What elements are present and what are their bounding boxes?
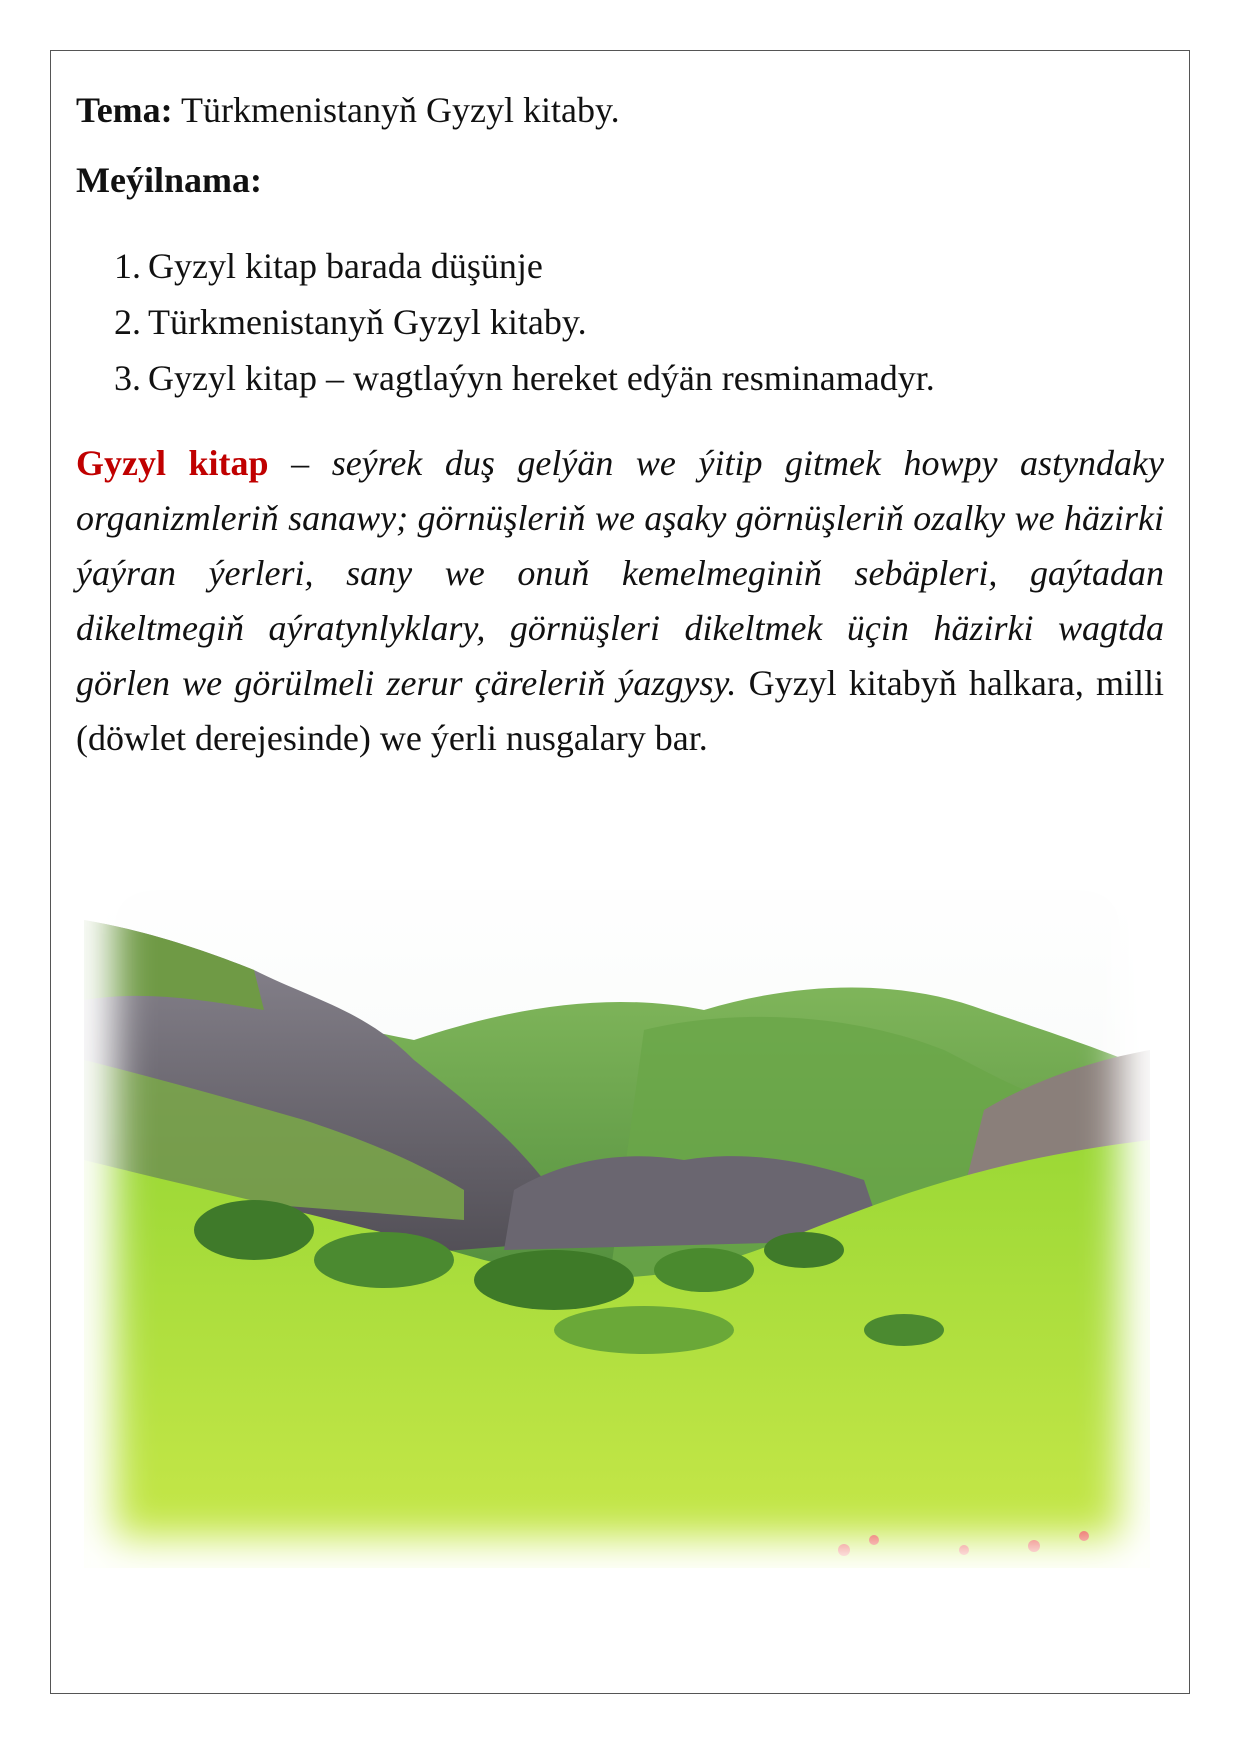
list-item xyxy=(76,238,1164,294)
list-item-text: Türkmenistanyň Gyzyl kitaby. xyxy=(148,302,587,342)
definition-dash: – xyxy=(268,443,332,483)
list-item xyxy=(76,350,1164,406)
list-item-text: Gyzyl kitap barada düşünje xyxy=(148,246,543,286)
list-item-text: Gyzyl kitap – wagtlaýyn hereket edýän resminamadyr. xyxy=(148,358,935,398)
topic-line xyxy=(76,84,1164,136)
topic-text: Türkmenistanyň Gyzyl kitaby. xyxy=(181,90,620,130)
definition-term: Gyzyl kitap xyxy=(76,443,269,483)
list-item xyxy=(76,294,1164,350)
plan-list xyxy=(76,238,1164,406)
definition-paragraph xyxy=(76,436,1164,766)
plan-title: Meýilnama: xyxy=(76,160,262,200)
list-item-number: 1. xyxy=(114,246,141,286)
topic-label: Tema: xyxy=(76,90,173,130)
definition-body: seýrek duş gelýän we ýitip gitmek howpy astyndaky organizmleriň sanawy; görnüşleriň we aşaky görnüşleriň ozalky we häzirki ýaýran ýerleri, sany we onuň kemelmeginiň sebäpleri, gaýtadan dikeltmegiň aýratynlyklary, görnüşleri dikeltmek üçin häzirki wagtda görlen we görülmeli zerur çäreleriň ýazgysy. xyxy=(76,443,1165,703)
list-item-number: 3. xyxy=(114,358,141,398)
mountain-meadow-photo xyxy=(84,860,1150,1568)
list-item-number: 2. xyxy=(114,302,141,342)
definition-tail: Gyzyl kitabyň halkara, milli (döwlet derejesinde) we ýerli nusgalary bar. xyxy=(76,663,1164,758)
document-content xyxy=(76,84,1164,766)
